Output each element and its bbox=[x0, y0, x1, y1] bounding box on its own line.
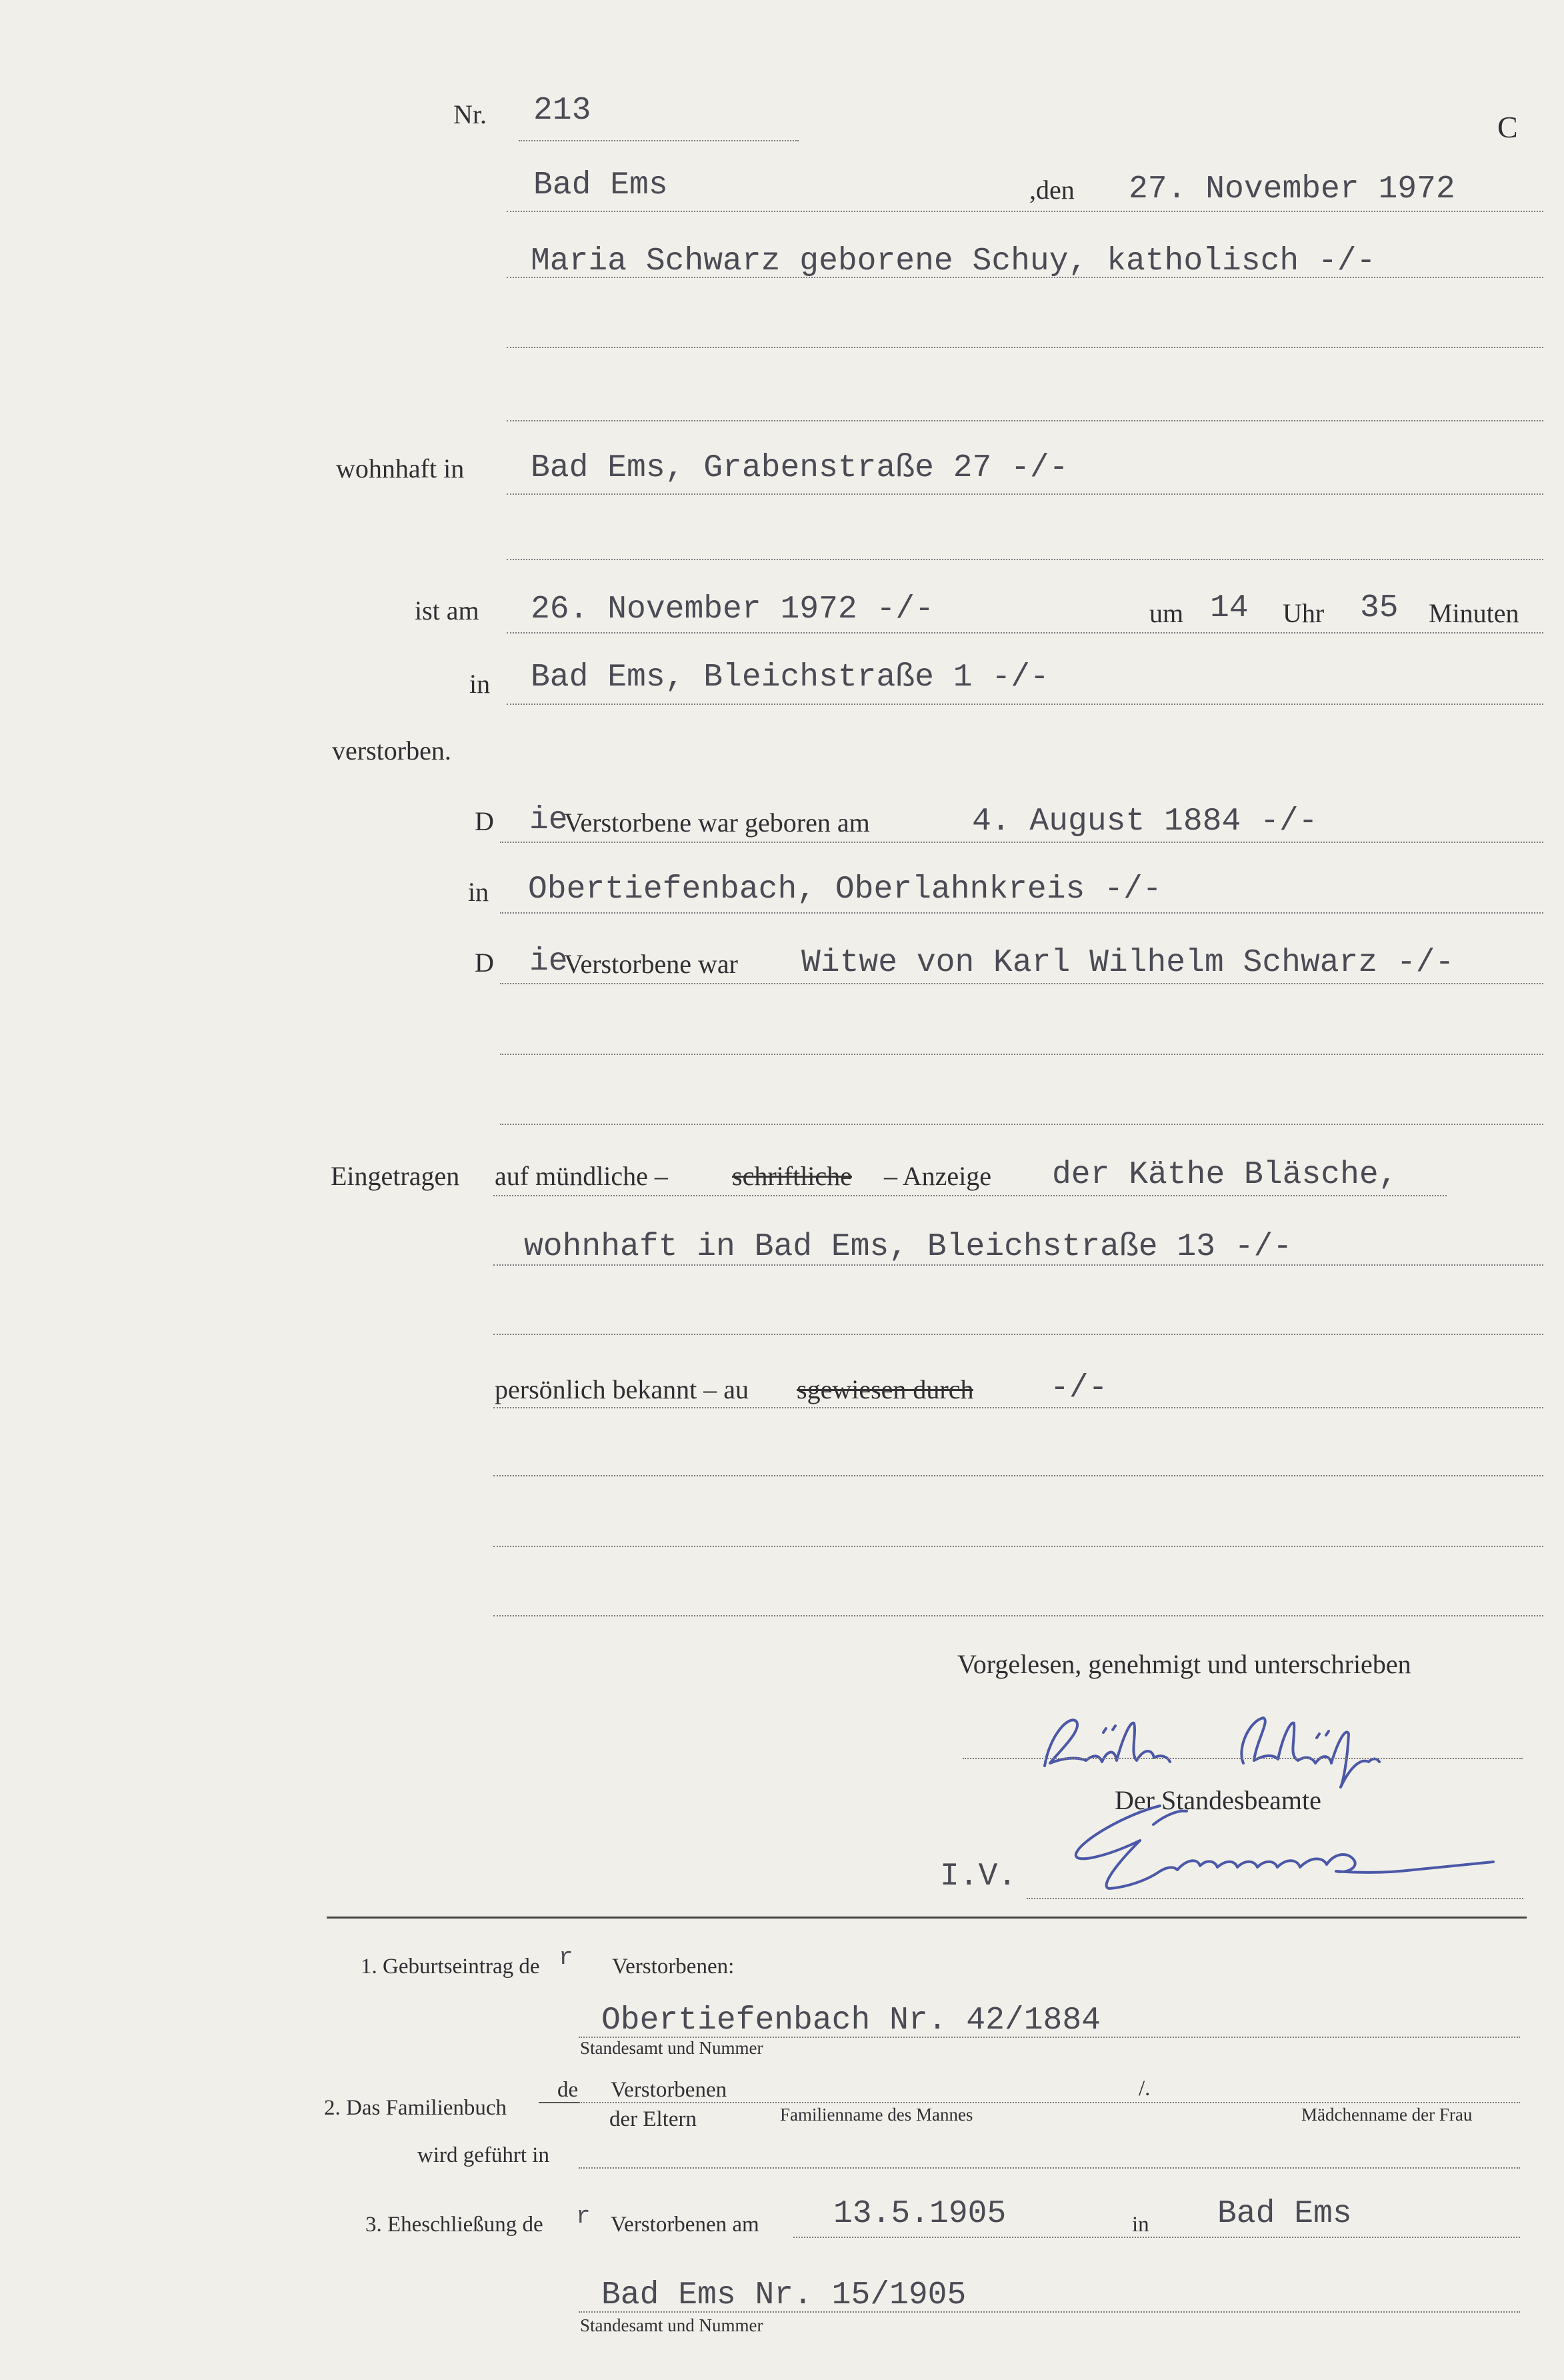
verstorben-label: verstorben. bbox=[332, 736, 451, 766]
d-letter-2: D bbox=[475, 948, 494, 978]
um-label: um bbox=[1149, 598, 1184, 628]
f3-tail: Verstorbenen am bbox=[611, 2213, 759, 2237]
f2-gefuehrt: wird geführt in bbox=[417, 2143, 549, 2167]
f2-label: 2. Das Familienbuch bbox=[324, 2096, 507, 2120]
uhr-label: Uhr bbox=[1283, 598, 1325, 628]
in-label-1: in bbox=[469, 669, 491, 699]
blank-line-3 bbox=[507, 559, 1543, 560]
informant-line-1-rule bbox=[493, 1195, 1447, 1196]
hour-value: 14 bbox=[1210, 590, 1249, 626]
informant-line-2: wohnhaft in Bad Ems, Bleichstraße 13 -/- bbox=[524, 1229, 1293, 1265]
bekannt-value: -/- bbox=[1050, 1370, 1108, 1406]
in-label-2: in bbox=[468, 877, 489, 907]
f3-in: in bbox=[1132, 2213, 1149, 2237]
war-label: Verstorbene war bbox=[564, 949, 738, 979]
signature-line-2 bbox=[1027, 1898, 1523, 1899]
f2-verstorbenen: Verstorbenen bbox=[611, 2078, 727, 2102]
f2-gefuehrt-line bbox=[579, 2167, 1520, 2169]
f2-slash: /. bbox=[1139, 2077, 1151, 2101]
minuten-label: Minuten bbox=[1429, 598, 1519, 628]
marital-status: Witwe von Karl Wilhelm Schwarz -/- bbox=[801, 945, 1455, 981]
f3-label: 3. Eheschließung de bbox=[365, 2213, 543, 2237]
date-value: 27. November 1972 bbox=[1129, 171, 1455, 207]
nr-line bbox=[519, 140, 799, 141]
auf-label: auf mündliche – bbox=[495, 1161, 668, 1191]
nr-label: Nr. bbox=[453, 99, 487, 129]
death-date: 26. November 1972 -/- bbox=[531, 591, 934, 628]
ie-mark-2: ie bbox=[529, 944, 568, 980]
place-date-line bbox=[507, 211, 1543, 212]
f1-standesamt: Standesamt und Nummer bbox=[580, 2038, 763, 2058]
vorgelesen-text: Vorgelesen, genehmigt und unterschrieben bbox=[957, 1649, 1411, 1679]
f3-place: Bad Ems bbox=[1217, 2196, 1352, 2232]
f3-r: r bbox=[576, 2203, 591, 2230]
f3-date: 13.5.1905 bbox=[833, 2196, 1007, 2232]
f3-value-line bbox=[579, 2311, 1520, 2313]
birth-place-line bbox=[500, 912, 1543, 914]
minutes-value: 35 bbox=[1360, 590, 1399, 626]
ist-am-label: ist am bbox=[415, 596, 479, 626]
f2-eltern: der Eltern bbox=[609, 2107, 697, 2131]
blank-line-1 bbox=[507, 347, 1543, 348]
f3-standesamt: Standesamt und Nummer bbox=[580, 2315, 763, 2335]
struck-ausgewiesen: sgewiesen durch bbox=[797, 1374, 974, 1404]
f3-line bbox=[793, 2237, 1520, 2238]
d-letter-1: D bbox=[475, 806, 494, 836]
deceased-name: Maria Schwarz geborene Schuy, katholisch -/- bbox=[531, 243, 1376, 279]
iv-label: I.V. bbox=[940, 1859, 1017, 1895]
signature-line-1 bbox=[963, 1758, 1523, 1759]
blank-line-7 bbox=[493, 1475, 1543, 1476]
informant-line-1: der Käthe Bläsche, bbox=[1052, 1157, 1398, 1193]
address-line bbox=[507, 493, 1543, 495]
death-place: Bad Ems, Bleichstraße 1 -/- bbox=[531, 660, 1049, 696]
blank-line-2 bbox=[507, 420, 1543, 421]
f3-value: Bad Ems Nr. 15/1905 bbox=[601, 2277, 967, 2313]
blank-line-9 bbox=[493, 1615, 1543, 1616]
blank-line-8 bbox=[493, 1546, 1543, 1547]
blank-line-6 bbox=[493, 1334, 1543, 1335]
death-place-line bbox=[507, 704, 1543, 705]
marital-line bbox=[500, 983, 1543, 984]
bekannt-line bbox=[493, 1407, 1543, 1408]
f2-frau: Mädchenname der Frau bbox=[1301, 2105, 1473, 2125]
struck-schriftliche: schriftliche bbox=[732, 1161, 852, 1191]
blank-line-4 bbox=[500, 1054, 1543, 1055]
death-date-line bbox=[507, 632, 1543, 634]
den-label: ,den bbox=[1029, 175, 1075, 205]
footer-separator bbox=[327, 1917, 1527, 1919]
ie-mark-1: ie bbox=[529, 802, 568, 838]
blank-line-5 bbox=[500, 1124, 1543, 1125]
signature-official bbox=[1067, 1787, 1520, 1907]
wohnhaft-label: wohnhaft in bbox=[336, 453, 465, 483]
f2-bracket-line bbox=[539, 2102, 579, 2103]
anzeige-label: – Anzeige bbox=[884, 1161, 992, 1191]
place-value: Bad Ems bbox=[533, 167, 668, 203]
f2-mannes: Familienname des Mannes bbox=[780, 2105, 973, 2125]
bekannt-label: persönlich bekannt – au bbox=[495, 1374, 749, 1404]
f1-r: r bbox=[559, 1944, 573, 1971]
nr-value: 213 bbox=[533, 93, 591, 129]
birth-date-line bbox=[500, 842, 1543, 843]
form-letter: C bbox=[1497, 110, 1518, 144]
f2-top-line bbox=[579, 2102, 1520, 2103]
standesbeamte-label: Der Standesbeamte bbox=[1115, 1785, 1321, 1815]
eingetragen-label: Eingetragen bbox=[331, 1161, 460, 1191]
born-label: Verstorbene war geboren am bbox=[564, 808, 870, 838]
f1-label: 1. Geburtseintrag de bbox=[361, 1955, 540, 1979]
signature-informant bbox=[1030, 1694, 1483, 1794]
f1-tail: Verstorbenen: bbox=[612, 1955, 735, 1979]
signature-official-text: Gemmer bbox=[1067, 1787, 1069, 1788]
birth-date: 4. August 1884 -/- bbox=[972, 804, 1318, 840]
birth-place: Obertiefenbach, Oberlahnkreis -/- bbox=[528, 872, 1162, 908]
f1-value: Obertiefenbach Nr. 42/1884 bbox=[601, 2003, 1101, 2039]
name-line bbox=[507, 277, 1543, 278]
f2-de: de bbox=[557, 2078, 579, 2102]
informant-line-2-rule bbox=[493, 1264, 1543, 1266]
address-value: Bad Ems, Grabenstraße 27 -/- bbox=[531, 450, 1069, 486]
